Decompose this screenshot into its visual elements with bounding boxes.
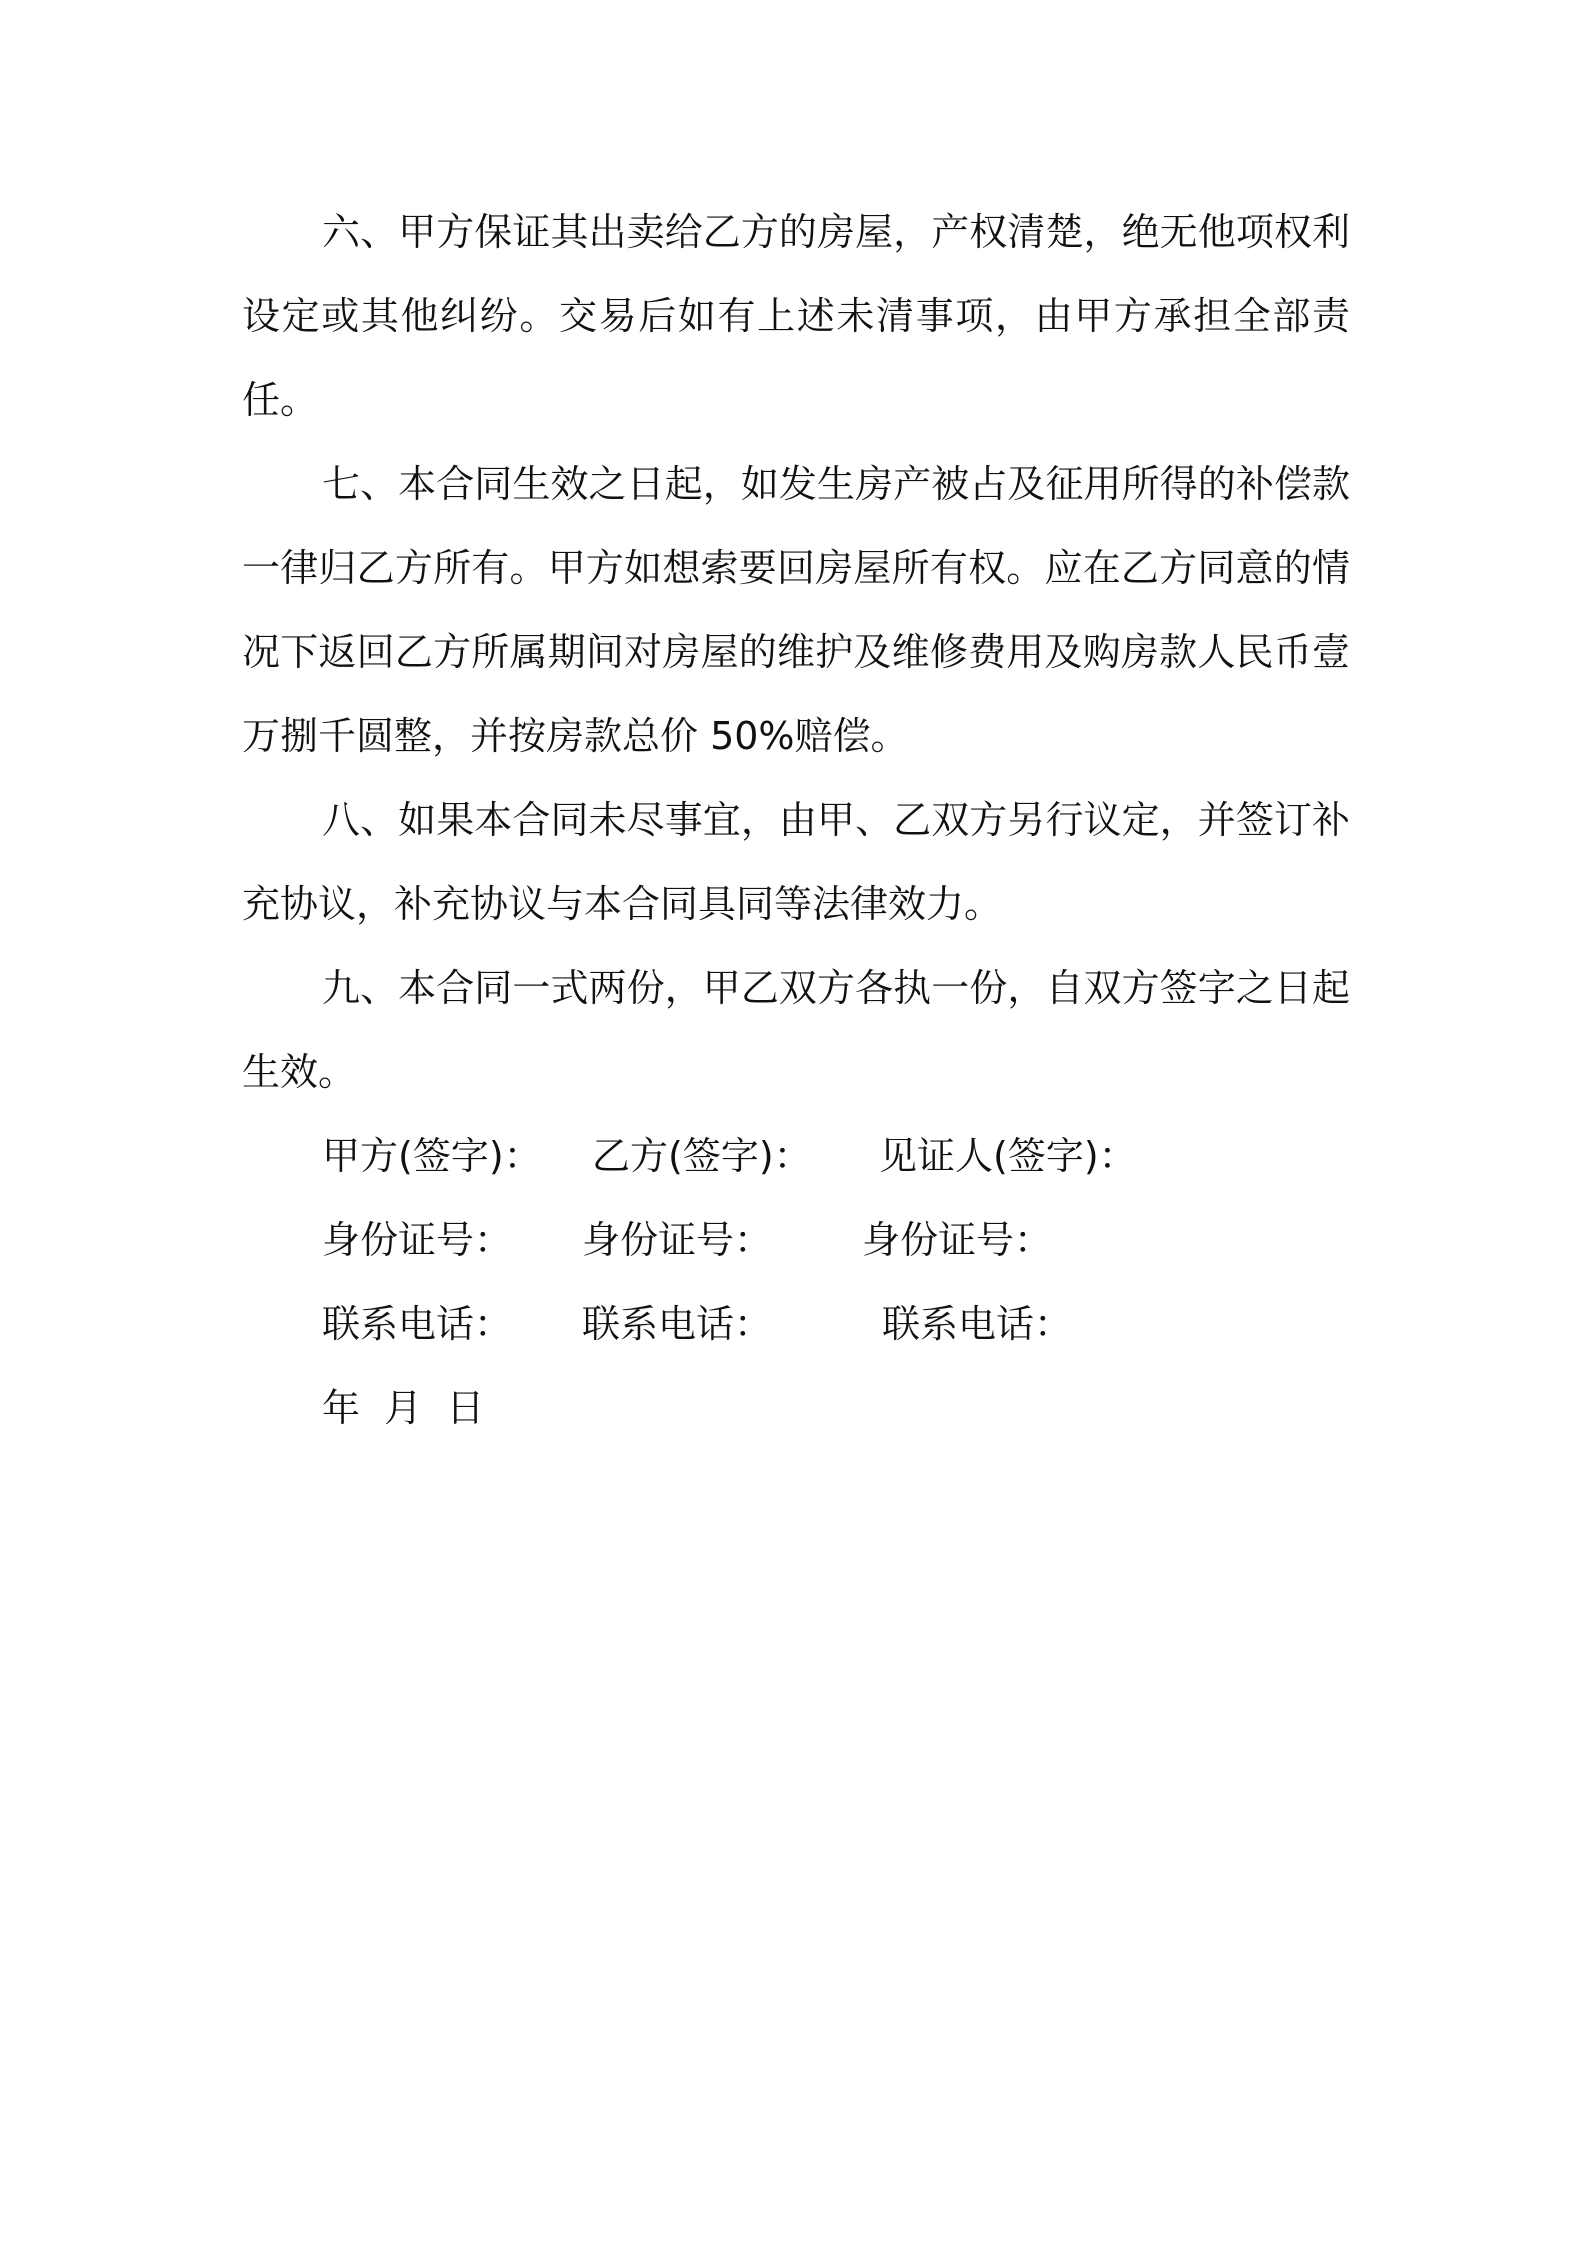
id-number-row [242,1198,1350,1282]
witness-phone-label: 联系电话： [882,1302,1073,1346]
clause-seven: 七、本合同生效之日起，如发生房产被占及征用所得的补偿款一律归乙方所有。甲方如想索要回房屋所有权。应在乙方同意的情况下返回乙方所属期间对房屋的维护及维修费用及购房款人民币壹万捌千圆整，并按房款总价 50%赔偿。 [242,462,1350,758]
contract-body [242,190,1350,1450]
signature-block [242,1114,1350,1450]
witness-id-label: 身份证号： [862,1218,1053,1262]
party-b-id-label: 身份证号： [582,1218,773,1262]
clause-eight: 八、如果本合同未尽事宜，由甲、乙双方另行议定，并签订补充协议，补充协议与本合同具同等法律效力。 [242,798,1350,926]
party-a-signature-label: 甲方(签字)： [322,1134,542,1178]
party-b-signature-label: 乙方(签字)： [592,1134,812,1178]
party-b-phone-label: 联系电话： [582,1302,773,1346]
party-a-phone-label: 联系电话： [322,1302,513,1346]
phone-row [242,1282,1350,1366]
witness-signature-label: 见证人(签字)： [879,1134,1137,1178]
signature-row [242,1114,1350,1198]
date-row [242,1366,1350,1450]
party-a-id-label: 身份证号： [322,1218,513,1262]
clause-six: 六、甲方保证其出卖给乙方的房屋，产权清楚，绝无他项权利设定或其他纠纷。交易后如有上述未清事项，由甲方承担全部责任。 [242,210,1350,422]
date-label: 年 月 日 [322,1386,485,1430]
clause-nine: 九、本合同一式两份，甲乙双方各执一份，自双方签字之日起生效。 [242,966,1350,1094]
